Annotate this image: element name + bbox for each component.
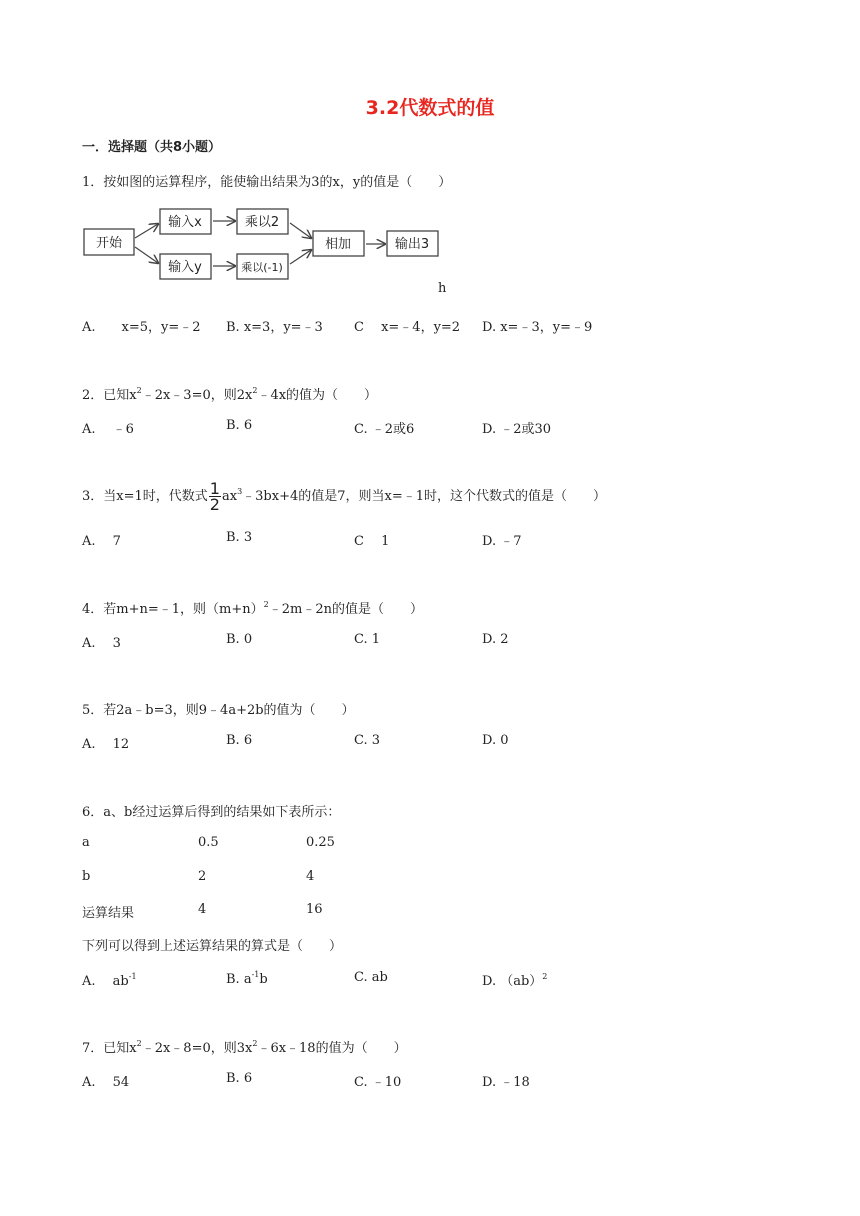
flow-input-x-label: 输入x — [168, 215, 202, 230]
flow-input-x-box — [160, 209, 211, 234]
flow-arrow — [135, 224, 158, 238]
flow-arrow — [290, 250, 311, 264]
q2-option-a: A. ﹣6 — [82, 422, 134, 437]
question-6-followup: 下列可以得到上述运算结果的算式是（ ） — [82, 939, 343, 954]
q6-option-c: C. ab — [354, 970, 388, 985]
q7-option-d: D. ﹣18 — [482, 1075, 530, 1090]
q5-option-a: A. 12 — [82, 737, 130, 752]
table-cell: 2 — [198, 869, 207, 884]
flow-output-box — [387, 231, 438, 256]
question-3-stem: 3．当x=1时，代数式 $\frac{1}{2}$ $ax^3﹣3bx+4$的值是7，则当x=﹣1时，这个代数式的值是（ ） — [82, 479, 607, 514]
page-title: 3.2代数式的值 — [365, 97, 495, 119]
q2-option-c: C. ﹣2或6 — [354, 422, 415, 437]
question-6-stem: 6．a、b经过运算后得到的结果如下表所示： — [82, 805, 341, 820]
q2-option-b: B. 6 — [226, 418, 253, 433]
question-7-stem: 7．已知$x^2﹣2x﹣8=0$，则$3x^2﹣6x﹣18$的值为（ ） — [82, 1039, 407, 1056]
flow-output-label: 输出3 — [394, 237, 430, 252]
q3-option-d: D. ﹣7 — [482, 534, 522, 549]
table-cell: 4 — [306, 869, 315, 884]
q5-option-c: C. 3 — [354, 733, 381, 748]
flow-input-y-box — [160, 254, 211, 279]
q3-option-c: C 1 — [354, 534, 390, 549]
q4-option-d: D. 2 — [482, 632, 509, 647]
flow-mul-neg1-label: 乘以(-1) — [241, 261, 283, 274]
flow-input-y-label: 输入y — [168, 260, 202, 275]
q4-option-b: B. 0 — [226, 632, 253, 647]
fraction-one-half: $\frac{1}{2}$ — [209, 479, 220, 514]
q2-option-d: D. ﹣2或30 — [482, 422, 552, 437]
flow-add-box — [313, 231, 364, 256]
table-cell: b — [82, 869, 91, 884]
q1-option-b: B. x=3，y=﹣3 — [226, 320, 323, 335]
question-1-stem: 1．按如图的运算程序，能使输出结果为3的x，y的值是（ ） — [82, 175, 452, 190]
q7-option-a: A. 54 — [82, 1075, 130, 1090]
q4-option-c: C. 1 — [354, 632, 381, 647]
flowchart-diagram — [80, 200, 460, 300]
q5-option-b: B. 6 — [226, 733, 253, 748]
q6-option-a: A. $ab^{-1}$ — [82, 972, 137, 989]
q3-option-b: B. 3 — [226, 530, 253, 545]
table-cell: 0.5 — [198, 835, 219, 850]
flow-arrow — [290, 223, 311, 238]
flow-start-label: 开始 — [95, 236, 123, 251]
flow-add-label: 相加 — [324, 237, 352, 252]
q7-option-b: B. 6 — [226, 1071, 253, 1086]
q1-option-c: C x=﹣4，y=2 — [354, 320, 461, 335]
flow-arrow — [135, 247, 158, 263]
question-5-stem: 5．若2a﹣b=3，则9﹣4a+2b的值为（ ） — [82, 703, 355, 718]
stray-letter: h — [438, 281, 447, 296]
table-cell: 运算结果 — [82, 906, 135, 921]
q6-option-d: D. （ab）$^2$ — [482, 972, 548, 989]
section-heading: 一．选择题（共8小题） — [82, 140, 222, 155]
table-cell: 4 — [198, 902, 207, 917]
q1-option-a: A. x=5，y=﹣2 — [82, 320, 201, 335]
flow-mul-neg1-box — [237, 254, 288, 279]
question-4-stem: 4．若m+n=﹣1，则$(m+n)^2﹣2m﹣2n$的值是（ ） — [82, 600, 423, 617]
question-2-stem: 2．已知$x^2﹣2x﹣3=0$，则$2x^2﹣4x$的值为（ ） — [82, 386, 378, 403]
q1-option-d: D. x=﹣3，y=﹣9 — [482, 320, 593, 335]
flow-mul2-box — [237, 209, 288, 234]
flow-start-box — [84, 229, 134, 255]
table-cell: 0.25 — [306, 835, 335, 850]
flow-mul2-label: 乘以2 — [244, 215, 280, 230]
table-cell: 16 — [306, 902, 323, 917]
q7-option-c: C. ﹣10 — [354, 1075, 402, 1090]
table-cell: a — [82, 835, 90, 850]
q4-option-a: A. 3 — [82, 636, 121, 651]
q5-option-d: D. 0 — [482, 733, 509, 748]
q6-option-b: B. $a^{-1}b$ — [226, 970, 268, 987]
q3-option-a: A. 7 — [82, 534, 121, 549]
